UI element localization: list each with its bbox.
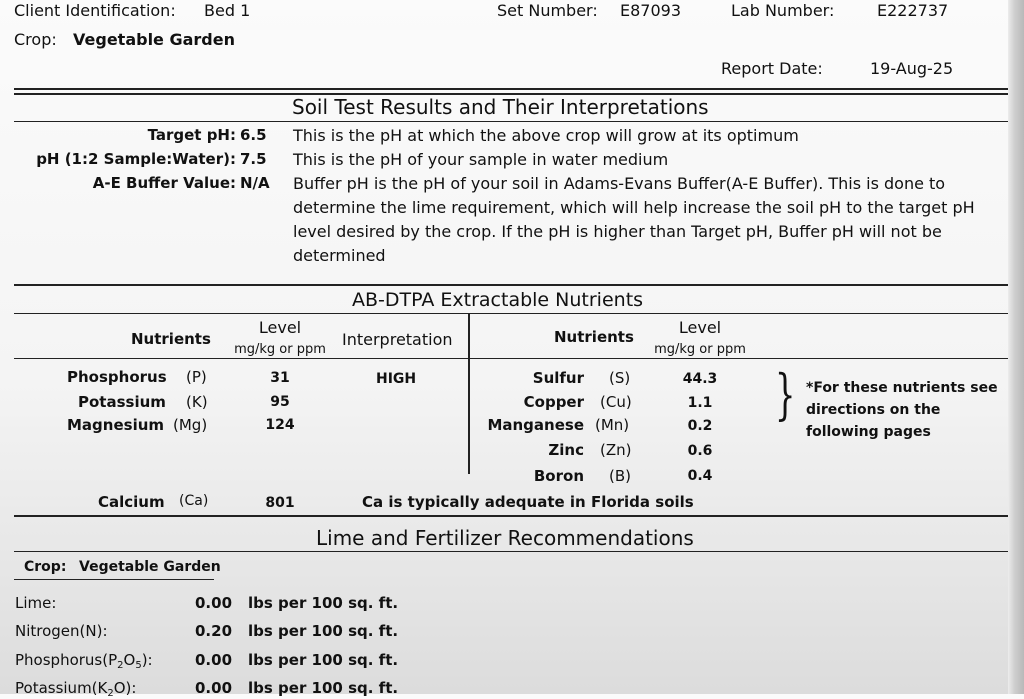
col-level-right: Level bbox=[678, 318, 722, 337]
rec-value: 0.00 bbox=[195, 651, 233, 669]
buffer-desc-line: determined bbox=[293, 246, 386, 265]
lime-crop-value: Vegetable Garden bbox=[79, 559, 221, 575]
nutrient-symbol: (K) bbox=[186, 393, 208, 411]
rec-value: 0.20 bbox=[195, 622, 233, 640]
target-ph-value: 6.5 bbox=[240, 126, 267, 144]
crop-label: Crop: bbox=[14, 30, 57, 49]
report-date-value: 19-Aug-25 bbox=[870, 59, 954, 78]
col-units-left: mg/kg or ppm bbox=[234, 342, 326, 357]
target-ph-desc: This is the pH at which the above crop will grow at its optimum bbox=[293, 126, 799, 145]
rec-label: Lime: bbox=[15, 594, 57, 612]
nutrient-name: Manganese bbox=[487, 416, 584, 434]
nutrient-symbol: (B) bbox=[609, 467, 631, 485]
ph-sample-value: 7.5 bbox=[240, 150, 267, 168]
rec-label: $Phosphorus(P_2O_5)$: bbox=[15, 651, 153, 671]
col-nutrients-right: Nutrients bbox=[554, 328, 634, 346]
col-interpretation: Interpretation bbox=[342, 330, 453, 349]
lab-number-label: Lab Number: bbox=[731, 1, 835, 20]
nutrient-symbol: (Ca) bbox=[179, 493, 209, 509]
rec-unit: lbs per 100 sq. ft. bbox=[248, 679, 399, 697]
nutrients-title: AB-DTPA Extractable Nutrients bbox=[352, 289, 644, 311]
nutrient-name: Zinc bbox=[548, 441, 584, 459]
ph-sample-label: pH (1:2 Sample:Water): bbox=[36, 150, 236, 168]
col-level-left: Level bbox=[258, 318, 302, 337]
buffer-desc-line: determine the lime requirement, which will help increase the soil pH to the target pH bbox=[293, 198, 975, 217]
nutrient-symbol: (Mg) bbox=[173, 416, 208, 434]
nutrient-level: 95 bbox=[270, 394, 290, 410]
col-units-right: mg/kg or ppm bbox=[654, 342, 746, 357]
nutrient-level: 0.2 bbox=[687, 418, 713, 434]
rec-label: Nitrogen(N): bbox=[15, 622, 108, 640]
footnote-line: directions on the bbox=[806, 402, 941, 418]
nutrient-symbol: (P) bbox=[186, 368, 207, 386]
divider bbox=[14, 313, 1008, 314]
buffer-value-label: A-E Buffer Value: bbox=[92, 174, 236, 192]
lime-fert-title: Lime and Fertilizer Recommendations bbox=[316, 526, 694, 550]
nutrient-level: 124 bbox=[265, 417, 295, 433]
column-divider bbox=[468, 359, 470, 474]
lime-crop-label: Crop: bbox=[24, 559, 67, 575]
nutrient-symbol: (Cu) bbox=[600, 393, 632, 411]
rec-value: 0.00 bbox=[195, 594, 233, 612]
nutrient-name: Calcium bbox=[98, 493, 165, 511]
rec-unit: lbs per 100 sq. ft. bbox=[248, 622, 399, 640]
rec-value: 0.00 bbox=[195, 679, 233, 697]
nutrient-level: 31 bbox=[270, 370, 290, 386]
soil-test-title: Soil Test Results and Their Interpretations bbox=[292, 95, 709, 119]
nutrient-name: Phosphorus bbox=[67, 368, 167, 386]
nutrient-name: Potassium bbox=[78, 393, 166, 411]
col-nutrients-left: Nutrients bbox=[131, 330, 211, 348]
divider bbox=[14, 88, 1008, 90]
calcium-note: Ca is typically adequate in Florida soils bbox=[362, 493, 694, 511]
client-id-value: Bed 1 bbox=[204, 1, 251, 20]
rec-label: $Potassium(K_2O)$: bbox=[15, 679, 137, 699]
ph-sample-desc: This is the pH of your sample in water medium bbox=[293, 150, 669, 169]
divider bbox=[14, 515, 1008, 517]
page-edge-shadow bbox=[1008, 0, 1024, 694]
rec-unit: lbs per 100 sq. ft. bbox=[248, 651, 399, 669]
nutrient-name: Boron bbox=[533, 467, 584, 485]
nutrient-name: Sulfur bbox=[532, 369, 584, 387]
buffer-desc-line: level desired by the crop. If the pH is higher than Target pH, Buffer pH will not be bbox=[293, 222, 942, 241]
footnote-line: following pages bbox=[806, 424, 931, 440]
buffer-desc-line: Buffer pH is the pH of your soil in Adams-Evans Buffer(A-E Buffer). This is done to bbox=[293, 174, 946, 193]
nutrient-name: Copper bbox=[523, 393, 584, 411]
nutrient-symbol: (Zn) bbox=[600, 441, 632, 459]
set-number-label: Set Number: bbox=[497, 1, 598, 20]
divider bbox=[14, 579, 214, 580]
divider bbox=[14, 121, 1008, 122]
nutrient-name: Magnesium bbox=[67, 416, 165, 434]
client-id-label: Client Identification: bbox=[14, 1, 176, 20]
nutrient-level: 0.4 bbox=[687, 468, 713, 484]
footnote-line: *For these nutrients see bbox=[806, 380, 998, 396]
nutrient-symbol: (Mn) bbox=[595, 416, 630, 434]
divider bbox=[14, 284, 1008, 286]
brace-icon: } bbox=[774, 363, 796, 426]
crop-value: Vegetable Garden bbox=[73, 30, 235, 49]
column-divider bbox=[468, 314, 470, 359]
report-date-label: Report Date: bbox=[721, 59, 823, 78]
divider bbox=[14, 551, 1008, 552]
nutrient-interpretation: HIGH bbox=[376, 371, 417, 387]
lab-number-value: E222737 bbox=[877, 1, 949, 20]
nutrient-level: 44.3 bbox=[682, 371, 718, 387]
nutrient-level: 801 bbox=[265, 495, 295, 511]
nutrient-level: 1.1 bbox=[687, 395, 713, 411]
target-ph-label: Target pH: bbox=[147, 126, 236, 144]
buffer-value-value: N/A bbox=[240, 174, 270, 192]
nutrient-level: 0.6 bbox=[687, 443, 713, 459]
nutrient-symbol: (S) bbox=[609, 369, 631, 387]
divider bbox=[14, 358, 1008, 359]
rec-unit: lbs per 100 sq. ft. bbox=[248, 594, 399, 612]
set-number-value: E87093 bbox=[620, 1, 682, 20]
